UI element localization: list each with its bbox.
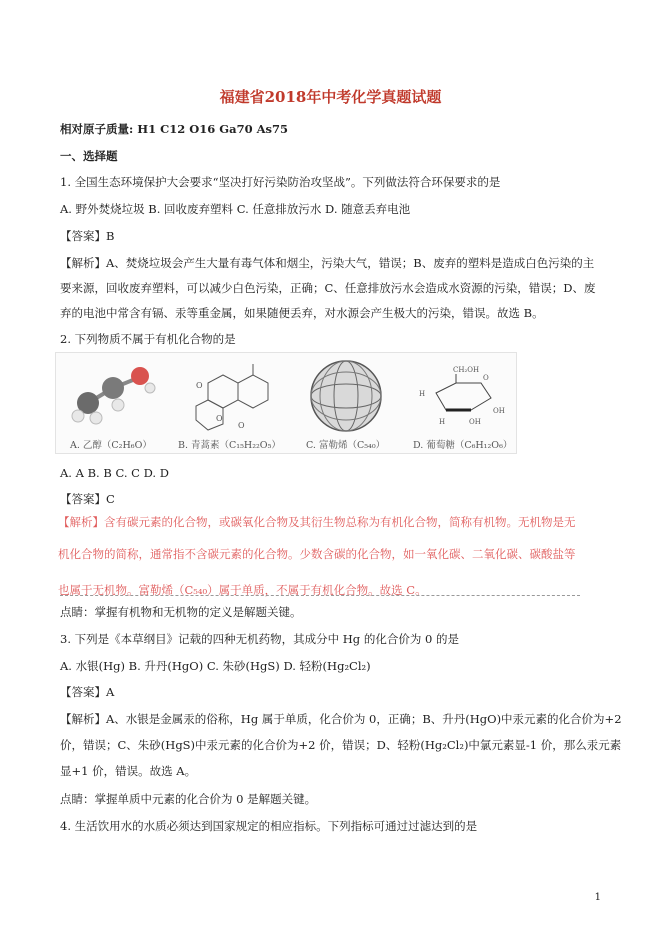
- figure-caption-c: C. 富勒烯（C₅₄₀）: [306, 440, 386, 451]
- question-1-analysis-line: 要来源，回收废弃塑料，可以减少白色污染，正确；C、任意排放污水会造成水资源的污染，错误；D、废: [60, 281, 596, 295]
- question-2-stem: 2. 下列物质不属于有机化合物的是: [60, 332, 236, 346]
- question-1-analysis-line: 【解析】A、焚烧垃圾会产生大量有毒气体和烟尘，污染大气，错误；B、废弃的塑料是造成白色污染的主: [60, 256, 595, 270]
- svg-text:CH₂OH: CH₂OH: [453, 366, 480, 374]
- question-1-stem: 1. 全国生态环境保护大会要求“坚决打好污染防治攻坚战”。下列做法符合环保要求的是: [60, 175, 501, 189]
- question-1-options: A. 野外焚烧垃圾 B. 回收废弃塑料 C. 任意排放污水 D. 随意丢弃电池: [60, 202, 411, 216]
- question-3-options: A. 水银(Hg) B. 升丹(HgO) C. 朱砂(HgS) D. 轻粉(Hg₂Cl₂): [60, 659, 371, 673]
- question-2-options: A. A B. B C. C D. D: [60, 466, 169, 480]
- svg-text:OH: OH: [493, 407, 505, 415]
- question-1-analysis-line: 弃的电池中常含有镉、汞等重金属，如果随便丢弃，对水源会产生极大的污染，错误。故选 B。: [60, 306, 544, 320]
- question-2-analysis-line: 【解析】含有碳元素的化合物，或碳氧化合物及其衍生物总称为有机化合物，简称有机物。无机物是无: [58, 515, 576, 529]
- question-2-tip: 点睛：掌握有机物和无机物的定义是解题关键。: [60, 605, 302, 619]
- question-2-answer: 【答案】C: [60, 492, 115, 506]
- svg-text:O: O: [238, 421, 245, 430]
- svg-text:OH: OH: [469, 418, 481, 426]
- question-3-analysis-line: 【解析】A、水银是金属汞的俗称，Hg 属于单质，化合价为 0，正确；B、升丹(HgO)中汞元素的化合价为+2: [60, 712, 622, 726]
- divider: [60, 595, 580, 596]
- svg-text:H: H: [439, 418, 446, 426]
- molecule-figure: [55, 352, 517, 454]
- question-2-analysis-line: 也属于无机物。富勒烯（C₅₄₀）属于单质，不属于有机化合物。故选 C。: [58, 583, 427, 597]
- svg-text:O: O: [216, 414, 223, 423]
- artemisinin-structure-image: [178, 358, 278, 433]
- question-3-stem: 3. 下列是《本草纲目》记载的四种无机药物，其成分中 Hg 的化合价为 0 的是: [60, 632, 459, 646]
- page-title: 福建省2018年中考化学真题试题: [219, 88, 442, 106]
- page-number: 1: [594, 892, 601, 903]
- question-3-analysis-line: 价，错误；C、朱砂(HgS)中汞元素的化合价为+2 价，错误；D、轻粉(Hg₂Cl₂)中氯元素显-1 价，那么汞元素: [60, 738, 622, 752]
- figure-caption-a: A. 乙醇（C₂H₆O）: [70, 440, 152, 451]
- svg-text:H: H: [419, 390, 426, 398]
- svg-text:O: O: [483, 374, 489, 382]
- glucose-structure-image: [411, 358, 506, 436]
- question-3-tip: 点睛：掌握单质中元素的化合价为 0 是解题关键。: [60, 792, 317, 806]
- question-3-analysis-line: 显+1 价，错误。故选 A。: [60, 764, 197, 778]
- figure-caption-d: D. 葡萄糖（C₆H₁₂O₆）: [413, 440, 513, 451]
- question-3-answer: 【答案】A: [60, 685, 115, 699]
- section-heading: 一、选择题: [60, 149, 118, 163]
- question-4-stem: 4. 生活饮用水的水质必须达到国家规定的相应指标。下列指标可通过过滤达到的是: [60, 819, 478, 833]
- fullerene-model-image: [306, 358, 386, 436]
- question-1-answer: 【答案】B: [60, 229, 115, 243]
- svg-text:O: O: [196, 381, 203, 390]
- atomic-mass-line: 相对原子质量: H1 C12 O16 Ga70 As75: [60, 122, 288, 136]
- figure-caption-b: B. 青蒿素（C₁₅H₂₂O₅）: [178, 440, 281, 451]
- question-2-analysis-line: 机化合物的简称，通常指不含碳元素的化合物。少数含碳的化合物，如一氧化碳、二氧化碳、碳酸盐等: [58, 547, 576, 561]
- ethanol-model-image: [68, 358, 158, 428]
